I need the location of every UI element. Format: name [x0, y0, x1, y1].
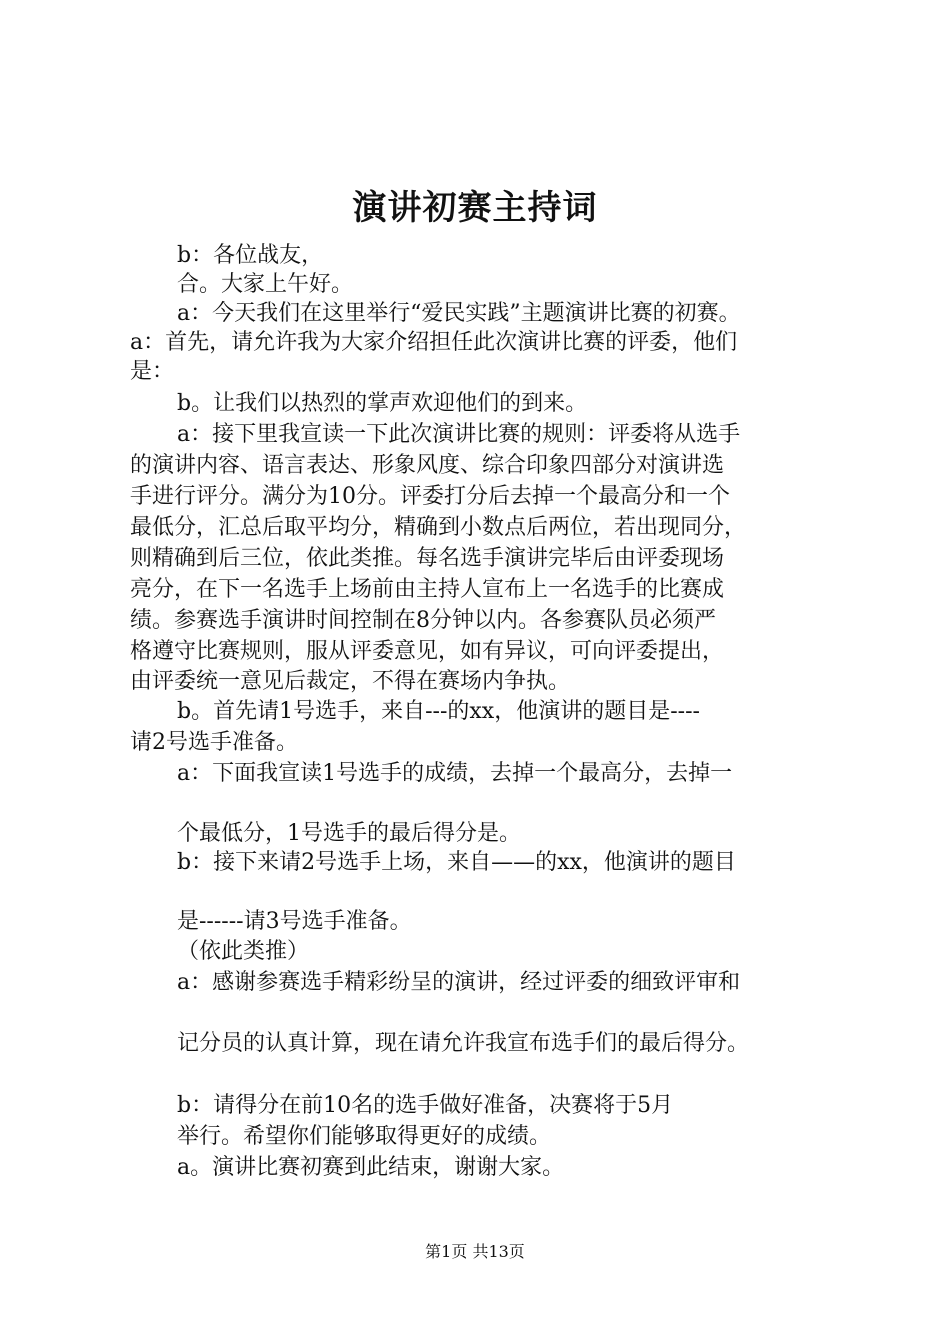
paragraph-line: b：请得分在前10名的选手做好准备，决赛将于5月 [177, 1093, 674, 1118]
paragraph-line: 格遵守比赛规则，服从评委意见，如有异议，可向评委提出， [130, 639, 725, 664]
paragraph-line: 合。大家上午好。 [177, 272, 354, 297]
paragraph-line: 手进行评分。满分为10分。评委打分后去掉一个最高分和一个 [130, 484, 730, 509]
paragraph-line: 举行。希望你们能够取得更好的成绩。 [177, 1124, 552, 1149]
paragraph-line: 最低分，汇总后取平均分，精确到小数点后两位，若出现同分， [130, 515, 747, 540]
paragraph-line: 请2号选手准备。 [130, 730, 298, 755]
paragraph-line: b。首先请1号选手，来自---的xx，他演讲的题目是---- [177, 699, 700, 724]
paragraph-line: 的演讲内容、语言表达、形象风度、综合印象四部分对演讲选 [130, 453, 725, 478]
paragraph-line: a：感谢参赛选手精彩纷呈的演讲，经过评委的细致评审和 [177, 970, 741, 995]
paragraph-line: 则精确到后三位，依此类推。每名选手演讲完毕后由评委现场 [130, 546, 725, 571]
paragraph-line: a：今天我们在这里举行“爱民实践”主题演讲比赛的初赛。 [177, 301, 741, 326]
paragraph-line: （依此类推） [177, 939, 310, 964]
paragraph-line: 绩。参赛选手演讲时间控制在8分钟以内。各参赛队员必须严 [130, 608, 716, 633]
paragraph-line: b：各位战友， [177, 243, 324, 268]
document-title: 演讲初赛主持词 [352, 188, 598, 228]
paragraph-line: b：接下来请2号选手上场，来自——的xx，他演讲的题目 [177, 850, 736, 875]
paragraph-line: a：接下里我宣读一下此次演讲比赛的规则：评委将从选手 [177, 422, 741, 447]
paragraph-line: 亮分，在下一名选手上场前由主持人宣布上一名选手的比赛成 [130, 577, 725, 602]
paragraph-line: 记分员的认真计算，现在请允许我宣布选手们的最后得分。 [177, 1031, 750, 1056]
paragraph-line: a。演讲比赛初赛到此结束，谢谢大家。 [177, 1155, 565, 1180]
paragraph-line: b。让我们以热烈的掌声欢迎他们的到来。 [177, 391, 588, 416]
paragraph-line: 是： [130, 359, 175, 384]
paragraph-line: a：下面我宣读1号选手的成绩，去掉一个最高分，去掉一 [177, 761, 733, 786]
paragraph-line: a：首先，请允许我为大家介绍担任此次演讲比赛的评委，他们 [130, 330, 738, 355]
paragraph-line: 是------请3号选手准备。 [177, 909, 412, 934]
paragraph-line: 由评委统一意见后裁定，不得在赛场内争执。 [130, 669, 571, 694]
paragraph-line: 个最低分，1号选手的最后得分是。 [177, 821, 521, 846]
page-number: 第1页 共13页 [425, 1242, 525, 1261]
